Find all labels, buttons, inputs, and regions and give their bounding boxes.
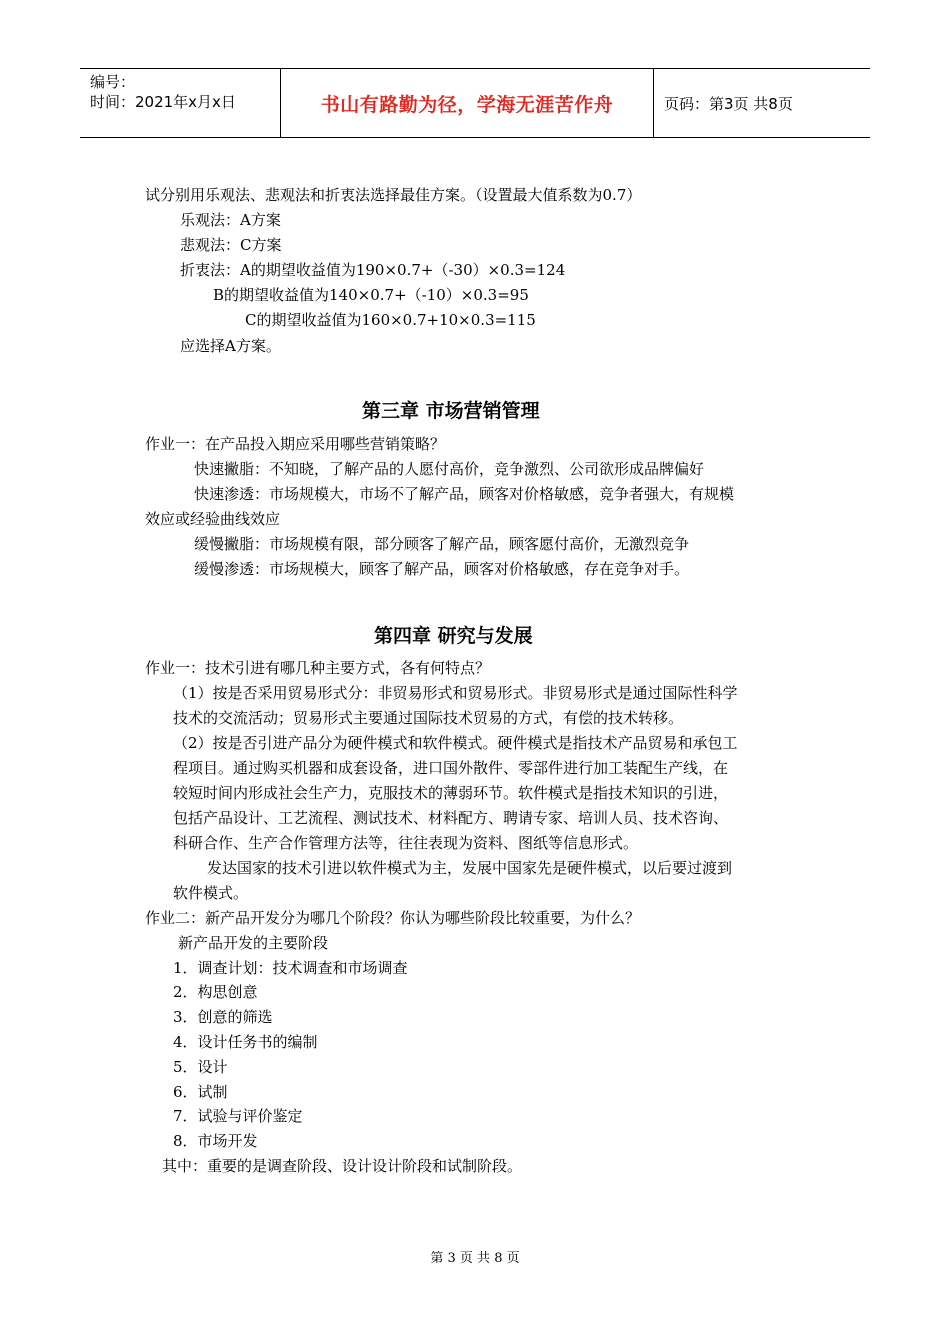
- decision-compromise-a: 折衷法：A的期望收益值为190×0.7+（-30）×0.3=124: [180, 261, 566, 279]
- stage-item: 5．设计: [173, 1058, 228, 1076]
- stage-item: 6．试制: [173, 1083, 228, 1101]
- number-label: 编号：: [90, 73, 136, 91]
- header-motto: 书山有路勤为径，学海无涯苦作舟: [281, 69, 654, 137]
- paragraph-2a: （2）按是否引进产品分为硬件模式和软件模式。硬件模式是指技术产品贸易和承包工: [173, 734, 738, 752]
- stage-item: 3．创意的筛选: [173, 1008, 273, 1026]
- paragraph-3b: 软件模式。: [173, 884, 249, 902]
- page-footer: 第 3 页 共 8 页: [430, 1251, 520, 1266]
- paragraph-1a: （1）按是否采用贸易形式分：非贸易形式和贸易形式。非贸易形式是通过国际性科学: [173, 684, 738, 702]
- chapter4-question-2: 作业二：新产品开发分为哪几个阶段？你认为哪些阶段比较重要，为什么？: [145, 909, 641, 927]
- stage-item: 8．市场开发: [173, 1132, 258, 1150]
- decision-pessimistic: 悲观法：C方案: [180, 236, 282, 254]
- strategy-slow-penetration: 缓慢渗透：市场规模大，顾客了解产品，顾客对价格敏感，存在竞争对手。: [194, 560, 690, 578]
- decision-conclusion: 应选择A方案。: [180, 337, 281, 355]
- stages-title: 新产品开发的主要阶段: [178, 934, 329, 952]
- time-label: 时间：2021年x月x日: [90, 93, 236, 111]
- stage-item: 4．设计任务书的编制: [173, 1033, 318, 1051]
- decision-compromise-b: B的期望收益值为140×0.7+（-10）×0.3=95: [213, 286, 529, 304]
- strategy-slow-skimming: 缓慢撇脂：市场规模有限，部分顾客了解产品，顾客愿付高价，无激烈竞争: [194, 535, 690, 553]
- chapter3-title: 第三章 市场营销管理: [362, 400, 540, 422]
- stage-item: 1．调查计划：技术调查和市场调查: [173, 959, 408, 977]
- strategy-fast-skimming: 快速撇脂：不知晓，了解产品的人愿付高价，竞争激烈、公司欲形成品牌偏好: [194, 460, 705, 478]
- decision-optimistic: 乐观法：A方案: [180, 211, 281, 229]
- paragraph-2e: 科研合作、生产合作管理方法等，往往表现为资料、图纸等信息形式。: [173, 834, 639, 852]
- stage-item: 7．试验与评价鉴定: [173, 1107, 303, 1125]
- strategy-fast-penetration: 快速渗透：市场规模大，市场不了解产品，顾客对价格敏感，竞争者强大，有规模: [194, 485, 735, 503]
- decision-intro: 试分别用乐观法、悲观法和折衷法选择最佳方案。（设置最大值系数为0.7）: [145, 186, 642, 204]
- stage-item: 2．构思创意: [173, 983, 258, 1001]
- paragraph-3a: 发达国家的技术引进以软件模式为主，发展中国家先是硬件模式，以后要过渡到: [207, 859, 733, 877]
- header-page-info: 页码：第3页 共8页: [664, 94, 793, 113]
- chapter3-question-1: 作业一：在产品投入期应采用哪些营销策略？: [145, 435, 446, 453]
- header-meta: [80, 69, 281, 137]
- page-header: [80, 68, 870, 138]
- paragraph-2c: 较短时间内形成社会生产力，克服技术的薄弱环节。软件模式是指技术知识的引进，: [173, 784, 729, 802]
- paragraph-1b: 技术的交流活动；贸易形式主要通过国际技术贸易的方式，有偿的技术转移。: [173, 709, 684, 727]
- strategy-fast-penetration-cont: 效应或经验曲线效应: [145, 510, 281, 528]
- chapter4-question-1: 作业一：技术引进有哪几种主要方式，各有何特点？: [145, 659, 491, 677]
- paragraph-2b: 程项目。通过购买机器和成套设备，进口国外散件、零部件进行加工装配生产线，在: [173, 759, 729, 777]
- stages-summary: 其中：重要的是调查阶段、设计设计阶段和试制阶段。: [162, 1157, 523, 1175]
- decision-compromise-c: C的期望收益值为160×0.7+10×0.3=115: [245, 311, 536, 329]
- chapter4-title: 第四章 研究与发展: [374, 625, 533, 647]
- paragraph-2d: 包括产品设计、工艺流程、测试技术、材料配方、聘请专家、培训人员、技术咨询、: [173, 809, 729, 827]
